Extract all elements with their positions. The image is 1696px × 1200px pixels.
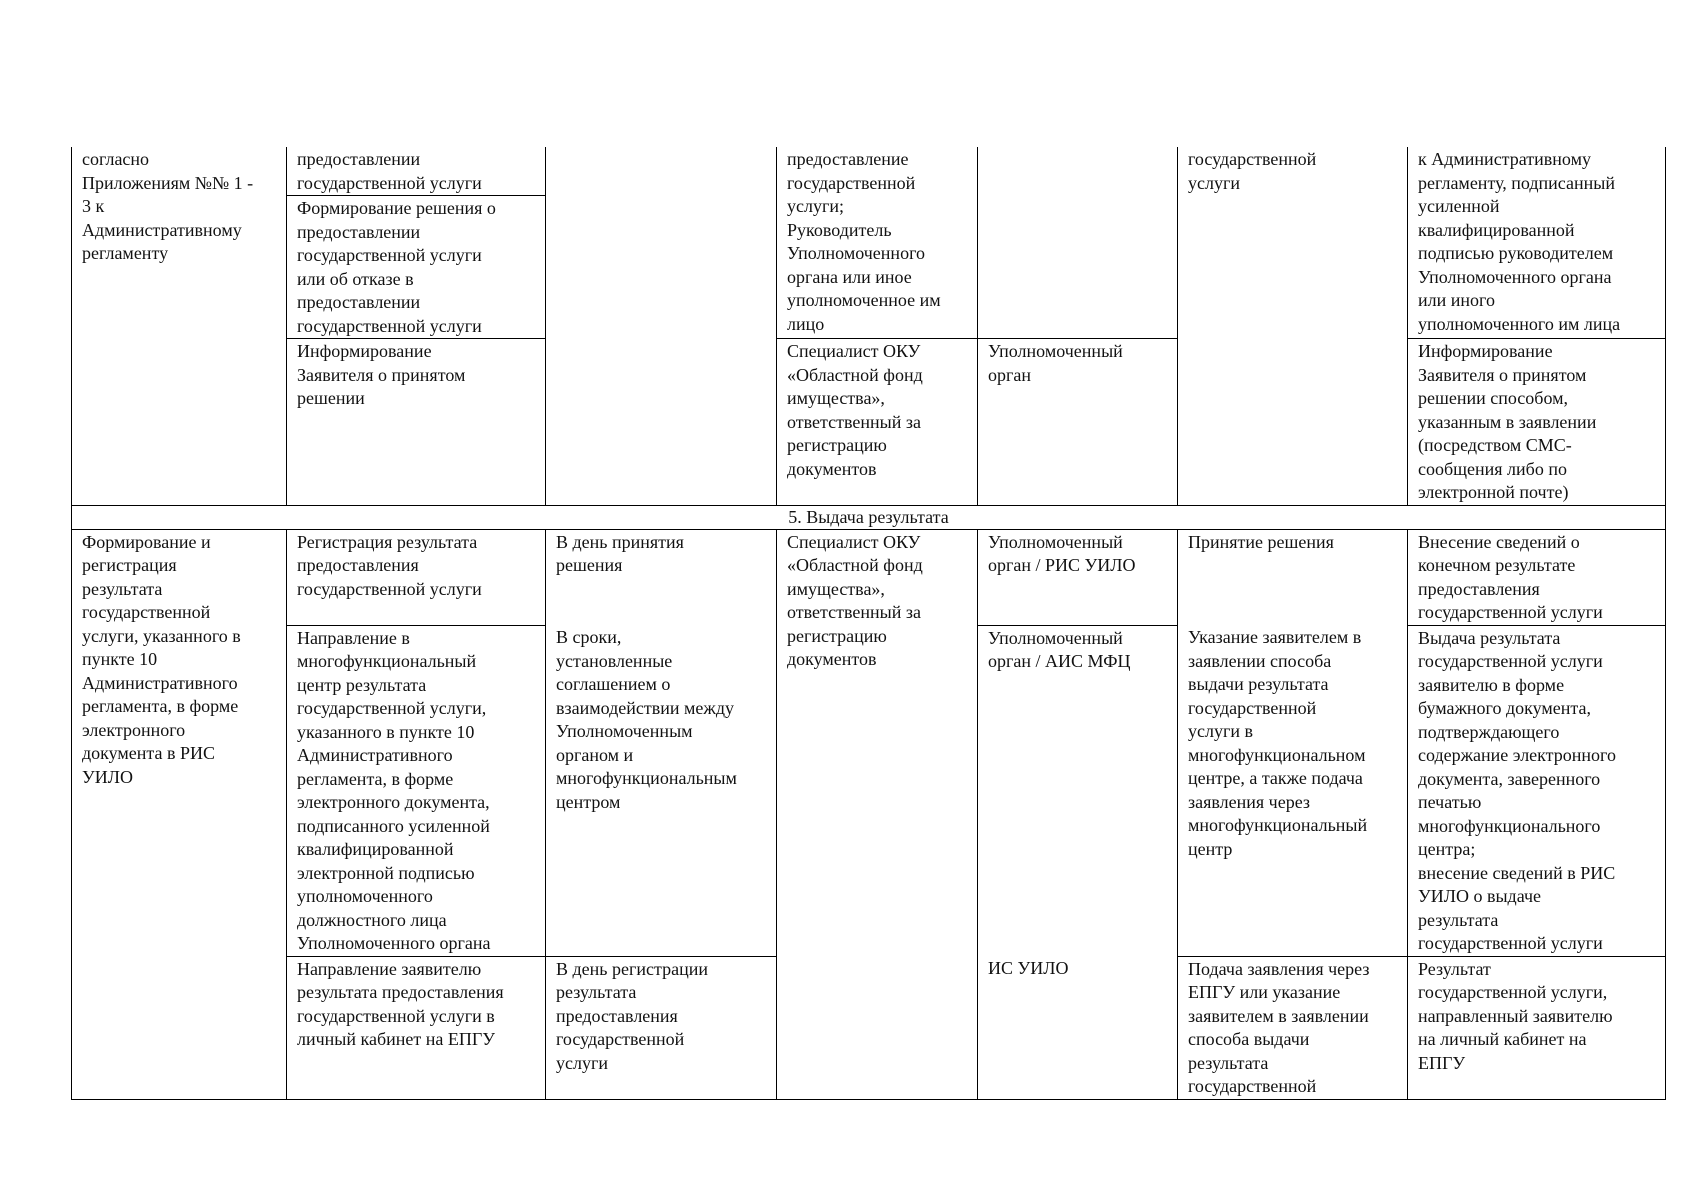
table-cell: государственной услуги	[1178, 147, 1408, 505]
table-cell: предоставлении государственной услуги	[287, 147, 546, 196]
table-cell: Уполномоченный орган / АИС МФЦ	[978, 625, 1178, 956]
table-cell: Специалист ОКУ «Областной фонд имущества», ответственный за регистрацию документов	[777, 529, 978, 1099]
table-cell: Уполномоченный орган / РИС УИЛО	[978, 529, 1178, 625]
table-cell: согласно Приложениям №№ 1 - 3 к Административному регламенту	[72, 147, 287, 505]
table-row	[72, 529, 1666, 625]
table-cell: Уполномоченный орган	[978, 339, 1178, 506]
table-cell	[978, 147, 1178, 339]
section-title: 5. Выдача результата	[72, 505, 1666, 529]
table-cell: Указание заявителем в заявлении способа выдачи результата государственной услуги в многофункциональном центре, а также подача заявления через многофункциональный центр	[1178, 625, 1408, 956]
table-row	[72, 339, 1666, 506]
table-cell: В день регистрации результата предоставления государственной услуги	[546, 956, 777, 1099]
table-cell: Специалист ОКУ «Областной фонд имущества», ответственный за регистрацию документов	[777, 339, 978, 506]
table-row	[72, 147, 1666, 196]
table-cell: Регистрация результата предоставления государственной услуги	[287, 529, 546, 625]
table-cell: Внесение сведений о конечном результате предоставления государственной услуги	[1408, 529, 1666, 625]
table-cell: В сроки, установленные соглашением о взаимодействии между Уполномоченным органом и многофункциональным центром	[546, 625, 777, 956]
table-cell: Результат государственной услуги, направленный заявителю на личный кабинет на ЕПГУ	[1408, 956, 1666, 1099]
table-cell: Выдача результата государственной услуги заявителю в форме бумажного документа, подтверждающего содержание электронного документа, заверенного печатью многофункционального центра; внесение сведений в РИС УИЛО о выдаче результата государственной услуги	[1408, 625, 1666, 956]
table-cell: Формирование и регистрация результата государственной услуги, указанного в пункте 10 Административного регламента, в форме электронного документа в РИС УИЛО	[72, 529, 287, 1099]
table-cell: Информирование Заявителя о принятом решении способом, указанным в заявлении (посредством СМС- сообщения либо по электронной почте)	[1408, 339, 1666, 506]
table-cell: Формирование решения о предоставлении государственной услуги или об отказе в предоставлении государственной услуги	[287, 196, 546, 339]
table-cell	[546, 147, 777, 505]
table-cell: Принятие решения	[1178, 529, 1408, 625]
table-cell: к Административному регламенту, подписанный усиленной квалифицированной подписью руководителем Уполномоченного органа или иного уполномоченного им лица	[1408, 147, 1666, 339]
table-cell: В день принятия решения	[546, 529, 777, 625]
table-cell: Информирование Заявителя о принятом решении	[287, 339, 546, 506]
table-cell: Подача заявления через ЕПГУ или указание заявителем в заявлении способа выдачи результата государственной	[1178, 956, 1408, 1099]
procedure-table	[71, 147, 1666, 1100]
table-cell: Направление заявителю результата предоставления государственной услуги в личный кабинет на ЕПГУ	[287, 956, 546, 1099]
table-cell: ИС УИЛО	[978, 956, 1178, 1099]
table-cell: предоставление государственной услуги; Руководитель Уполномоченного органа или иное уполномоченное им лицо	[777, 147, 978, 339]
table-cell: Направление в многофункциональный центр результата государственной услуги, указанного в пункте 10 Административного регламента, в форме электронного документа, подписанного усиленной квалифицированной электронной подписью уполномоченного должностного лица Уполномоченного органа	[287, 625, 546, 956]
section-row	[72, 505, 1666, 529]
